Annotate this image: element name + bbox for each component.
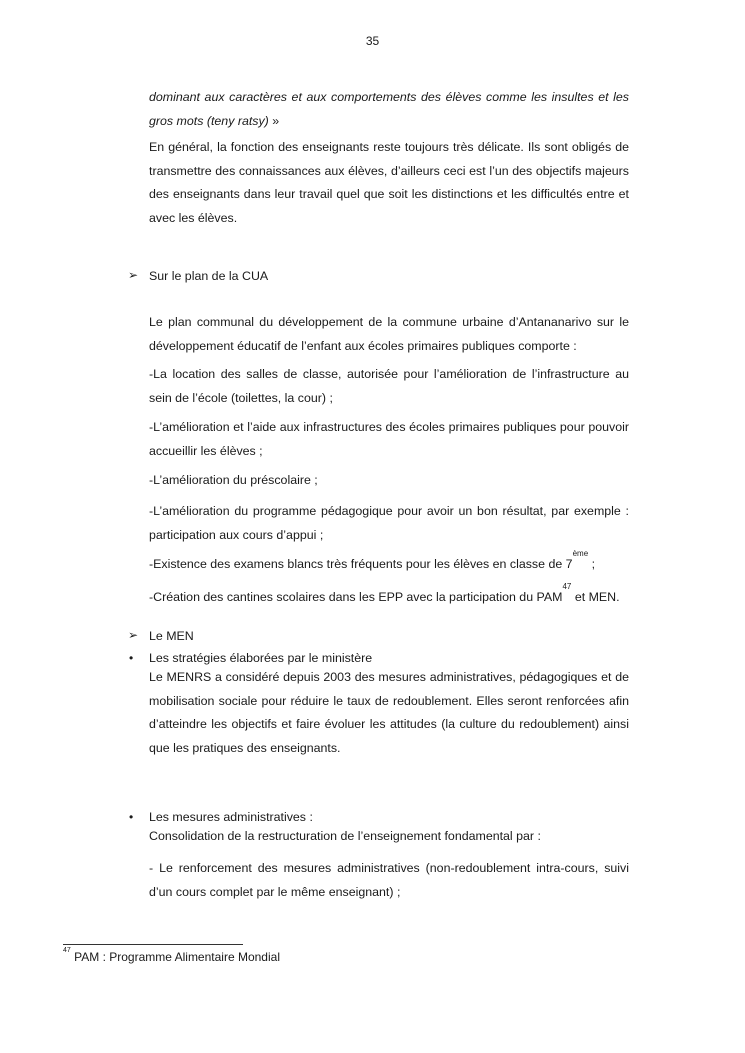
mesures-heading: Les mesures administratives :: [149, 810, 313, 824]
cua-item: -La location des salles de classe, autorisée pour l’amélioration de l’infrastructure au sein de l’école (toilettes, la cour) ;: [149, 367, 629, 405]
men-heading: Le MEN: [149, 629, 194, 643]
quote-text: dominant aux caractères et aux comportements des élèves comme les insultes et les gros mots (teny ratsy): [149, 90, 629, 128]
cua-item: -L’amélioration du préscolaire ;: [149, 473, 318, 487]
strategies-heading: Les stratégies élaborées par le ministère: [149, 651, 373, 665]
exam-item: [149, 549, 629, 577]
exam-text: -Existence des examens blancs très fréquents pour les élèves en classe de 7: [149, 557, 573, 571]
footnote-separator: [63, 944, 243, 945]
exam-superscript: ème: [572, 549, 589, 558]
arrow-bullet-icon: ➢: [128, 268, 139, 282]
mesures-item: - Le renforcement des mesures administratives (non-redoublement intra-cours, suivi d’un cours complet par le même enseignant) ;: [149, 861, 629, 899]
cantine-text: -Création des cantines scolaires dans les EPP avec la participation du PAM: [149, 590, 563, 604]
cua-item: -L’amélioration et l’aide aux infrastructures des écoles primaires publiques pour pouvoir accueillir les élèves ;: [149, 420, 629, 458]
mesures-intro: Consolidation de la restructuration de l’enseignement fondamental par :: [149, 829, 541, 843]
bullet-icon: •: [129, 651, 134, 665]
exam-end: ;: [588, 557, 596, 571]
general-paragraph: En général, la fonction des enseignants reste toujours très délicate. Ils sont obligés de transmettre des connaissances aux élèves, d’ailleurs ceci est l’un des objectifs majeurs des enseignants dans leur travail quel que soit les distinctions et les difficultés entre et avec les élèves.: [149, 140, 629, 225]
cua-intro: Le plan communal du développement de la commune urbaine d’Antananarivo sur le développement éducatif de l’enfant aux écoles primaires publiques comporte :: [149, 315, 629, 353]
arrow-bullet-icon: ➢: [128, 628, 139, 642]
strategies-paragraph: Le MENRS a considéré depuis 2003 des mesures administratives, pédagogiques et de mobilisation sociale pour réduire le taux de redoublement. Elles seront renforcées afin d’atteindre les objectifs et faire évoluer les attitudes (la culture du redoublement) ainsi que les pratiques des enseignants.: [149, 670, 629, 755]
footnote-number: 47: [63, 947, 71, 954]
cantine-end: et MEN.: [571, 590, 620, 604]
cua-item: -L’amélioration du programme pédagogique pour avoir un bon résultat, par exemple : participation aux cours d’appui ;: [149, 504, 629, 542]
bullet-icon: •: [129, 810, 134, 824]
page-number: 35: [365, 34, 380, 48]
quote-paragraph: [149, 86, 629, 133]
cantine-item: [149, 582, 629, 610]
footnote-ref[interactable]: 47: [562, 582, 572, 591]
cua-heading: Sur le plan de la CUA: [149, 269, 269, 283]
footnote: [63, 947, 280, 964]
footnote-text: PAM : Programme Alimentaire Mondial: [70, 950, 280, 964]
quote-close: »: [272, 113, 280, 128]
